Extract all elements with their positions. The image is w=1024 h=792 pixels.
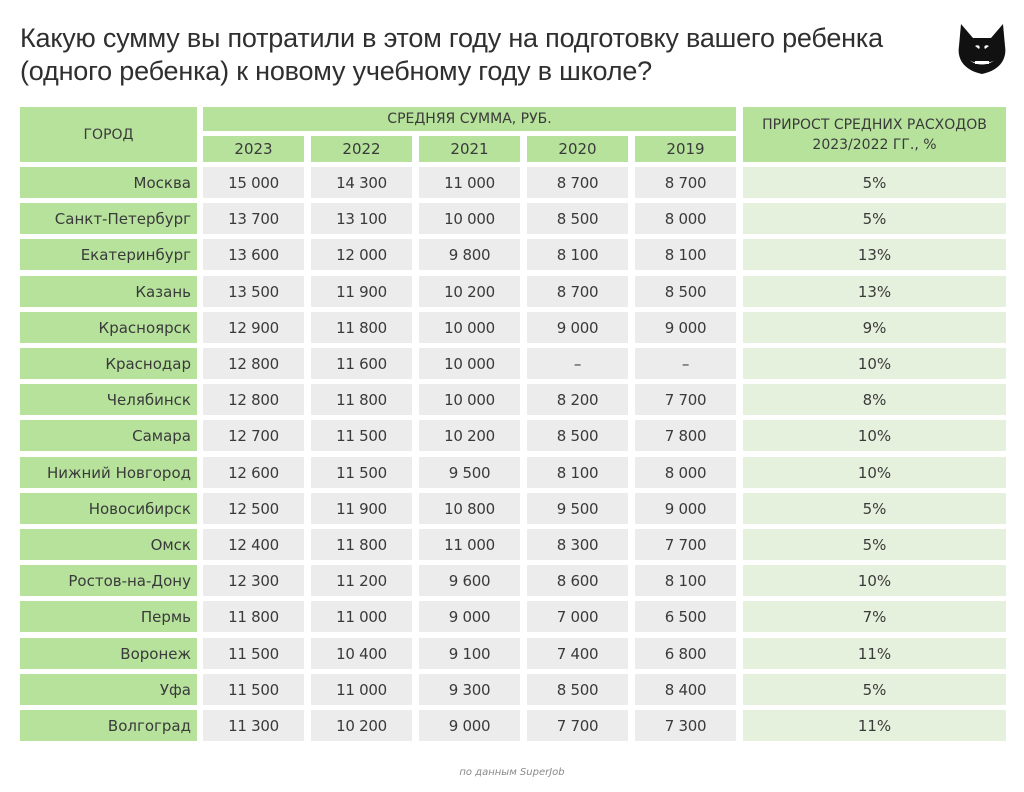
row-city: Санкт-Петербург: [20, 203, 197, 234]
row-value-2022: 11 500: [311, 457, 412, 488]
row-city: Красноярск: [20, 312, 197, 343]
row-value-2023: 12 600: [203, 457, 304, 488]
row-value-2023: 13 500: [203, 276, 304, 307]
header-city: ГОРОД: [20, 107, 197, 162]
header-year: 2021: [419, 136, 520, 162]
dog-head-icon: [955, 22, 1009, 78]
row-city: Воронеж: [20, 638, 197, 669]
row-value-2020: 7 700: [527, 710, 628, 741]
title-line-1: Какую сумму вы потратили в этом году на подготовку вашего ребенка: [20, 23, 883, 53]
row-value-2023: 12 300: [203, 565, 304, 596]
row-growth: 5%: [743, 203, 1006, 234]
row-value-2021: 9 100: [419, 638, 520, 669]
row-value-2023: 12 400: [203, 529, 304, 560]
row-value-2019: 6 500: [635, 601, 736, 632]
row-value-2022: 11 600: [311, 348, 412, 379]
row-growth: 11%: [743, 710, 1006, 741]
row-growth: 13%: [743, 239, 1006, 270]
row-value-2019: 8 400: [635, 674, 736, 705]
row-value-2021: 9 300: [419, 674, 520, 705]
row-value-2019: 6 800: [635, 638, 736, 669]
row-value-2022: 11 800: [311, 312, 412, 343]
row-value-2020: 8 200: [527, 384, 628, 415]
row-value-2020: 8 100: [527, 239, 628, 270]
row-growth: 11%: [743, 638, 1006, 669]
row-value-2022: 11 900: [311, 276, 412, 307]
row-value-2023: 12 500: [203, 493, 304, 524]
row-value-2021: 11 000: [419, 529, 520, 560]
row-growth: 10%: [743, 457, 1006, 488]
row-value-2021: 10 000: [419, 348, 520, 379]
row-value-2021: 10 200: [419, 276, 520, 307]
row-value-2020: 7 400: [527, 638, 628, 669]
row-value-2021: 10 800: [419, 493, 520, 524]
row-value-2020: 8 600: [527, 565, 628, 596]
row-value-2019: 8 500: [635, 276, 736, 307]
row-value-2023: 11 300: [203, 710, 304, 741]
row-value-2019: 7 700: [635, 384, 736, 415]
row-growth: 10%: [743, 348, 1006, 379]
row-city: Челябинск: [20, 384, 197, 415]
row-value-2022: 10 400: [311, 638, 412, 669]
title-line-2: (одного ребенка) к новому учебному году в школе?: [20, 56, 652, 86]
row-growth: 5%: [743, 674, 1006, 705]
header-year: 2023: [203, 136, 304, 162]
row-value-2019: 8 700: [635, 167, 736, 198]
row-value-2019: 7 300: [635, 710, 736, 741]
row-value-2020: 9 500: [527, 493, 628, 524]
header-growth-line-2: 2023/2022 ГГ., %: [812, 136, 937, 153]
row-value-2023: 11 500: [203, 638, 304, 669]
row-value-2022: 11 000: [311, 674, 412, 705]
row-growth: 10%: [743, 565, 1006, 596]
row-city: Уфа: [20, 674, 197, 705]
row-value-2022: 11 800: [311, 529, 412, 560]
row-value-2023: 12 800: [203, 384, 304, 415]
row-growth: 13%: [743, 276, 1006, 307]
row-value-2021: 11 000: [419, 167, 520, 198]
row-value-2019: 8 000: [635, 203, 736, 234]
row-city: Казань: [20, 276, 197, 307]
header-year: 2022: [311, 136, 412, 162]
row-city: Нижний Новгород: [20, 457, 197, 488]
row-value-2021: 10 200: [419, 420, 520, 451]
row-value-2019: –: [635, 348, 736, 379]
header-growth: [743, 107, 1006, 162]
row-value-2019: 9 000: [635, 493, 736, 524]
row-city: Краснодар: [20, 348, 197, 379]
row-value-2021: 10 000: [419, 203, 520, 234]
row-value-2020: 8 300: [527, 529, 628, 560]
row-value-2023: 15 000: [203, 167, 304, 198]
row-city: Ростов-на-Дону: [20, 565, 197, 596]
row-value-2023: 12 800: [203, 348, 304, 379]
row-growth: 9%: [743, 312, 1006, 343]
row-growth: 5%: [743, 493, 1006, 524]
row-value-2023: 13 600: [203, 239, 304, 270]
row-value-2021: 9 600: [419, 565, 520, 596]
row-value-2019: 7 700: [635, 529, 736, 560]
row-value-2022: 11 800: [311, 384, 412, 415]
row-value-2022: 10 200: [311, 710, 412, 741]
row-value-2022: 12 000: [311, 239, 412, 270]
row-value-2020: 8 500: [527, 420, 628, 451]
row-value-2021: 9 000: [419, 710, 520, 741]
row-value-2023: 11 800: [203, 601, 304, 632]
header-year: 2019: [635, 136, 736, 162]
row-value-2019: 8 100: [635, 239, 736, 270]
row-value-2020: 8 700: [527, 167, 628, 198]
row-value-2020: 9 000: [527, 312, 628, 343]
row-value-2019: 7 800: [635, 420, 736, 451]
row-value-2019: 8 100: [635, 565, 736, 596]
row-city: Самара: [20, 420, 197, 451]
row-growth: 10%: [743, 420, 1006, 451]
row-value-2021: 10 000: [419, 312, 520, 343]
row-city: Волгоград: [20, 710, 197, 741]
row-value-2022: 13 100: [311, 203, 412, 234]
row-value-2020: –: [527, 348, 628, 379]
row-city: Москва: [20, 167, 197, 198]
row-value-2022: 11 500: [311, 420, 412, 451]
row-value-2023: 12 900: [203, 312, 304, 343]
row-value-2020: 8 100: [527, 457, 628, 488]
row-value-2021: 9 500: [419, 457, 520, 488]
row-city: Новосибирск: [20, 493, 197, 524]
row-value-2023: 11 500: [203, 674, 304, 705]
row-value-2023: 13 700: [203, 203, 304, 234]
header-year: 2020: [527, 136, 628, 162]
row-growth: 8%: [743, 384, 1006, 415]
row-growth: 5%: [743, 167, 1006, 198]
row-city: Пермь: [20, 601, 197, 632]
row-value-2022: 14 300: [311, 167, 412, 198]
row-city: Омск: [20, 529, 197, 560]
row-value-2020: 7 000: [527, 601, 628, 632]
page-title: [20, 22, 920, 88]
row-city: Екатеринбург: [20, 239, 197, 270]
row-value-2022: 11 000: [311, 601, 412, 632]
row-growth: 5%: [743, 529, 1006, 560]
row-value-2022: 11 900: [311, 493, 412, 524]
row-growth: 7%: [743, 601, 1006, 632]
header-avg-sum: СРЕДНЯЯ СУММА, РУБ.: [203, 107, 736, 131]
row-value-2021: 9 800: [419, 239, 520, 270]
row-value-2022: 11 200: [311, 565, 412, 596]
row-value-2021: 10 000: [419, 384, 520, 415]
row-value-2021: 9 000: [419, 601, 520, 632]
row-value-2019: 8 000: [635, 457, 736, 488]
source-note: по данным SuperJob: [459, 767, 565, 778]
row-value-2020: 8 700: [527, 276, 628, 307]
row-value-2023: 12 700: [203, 420, 304, 451]
row-value-2020: 8 500: [527, 203, 628, 234]
header-growth-line-1: ПРИРОСТ СРЕДНИХ РАСХОДОВ: [762, 116, 987, 133]
row-value-2020: 8 500: [527, 674, 628, 705]
row-value-2019: 9 000: [635, 312, 736, 343]
